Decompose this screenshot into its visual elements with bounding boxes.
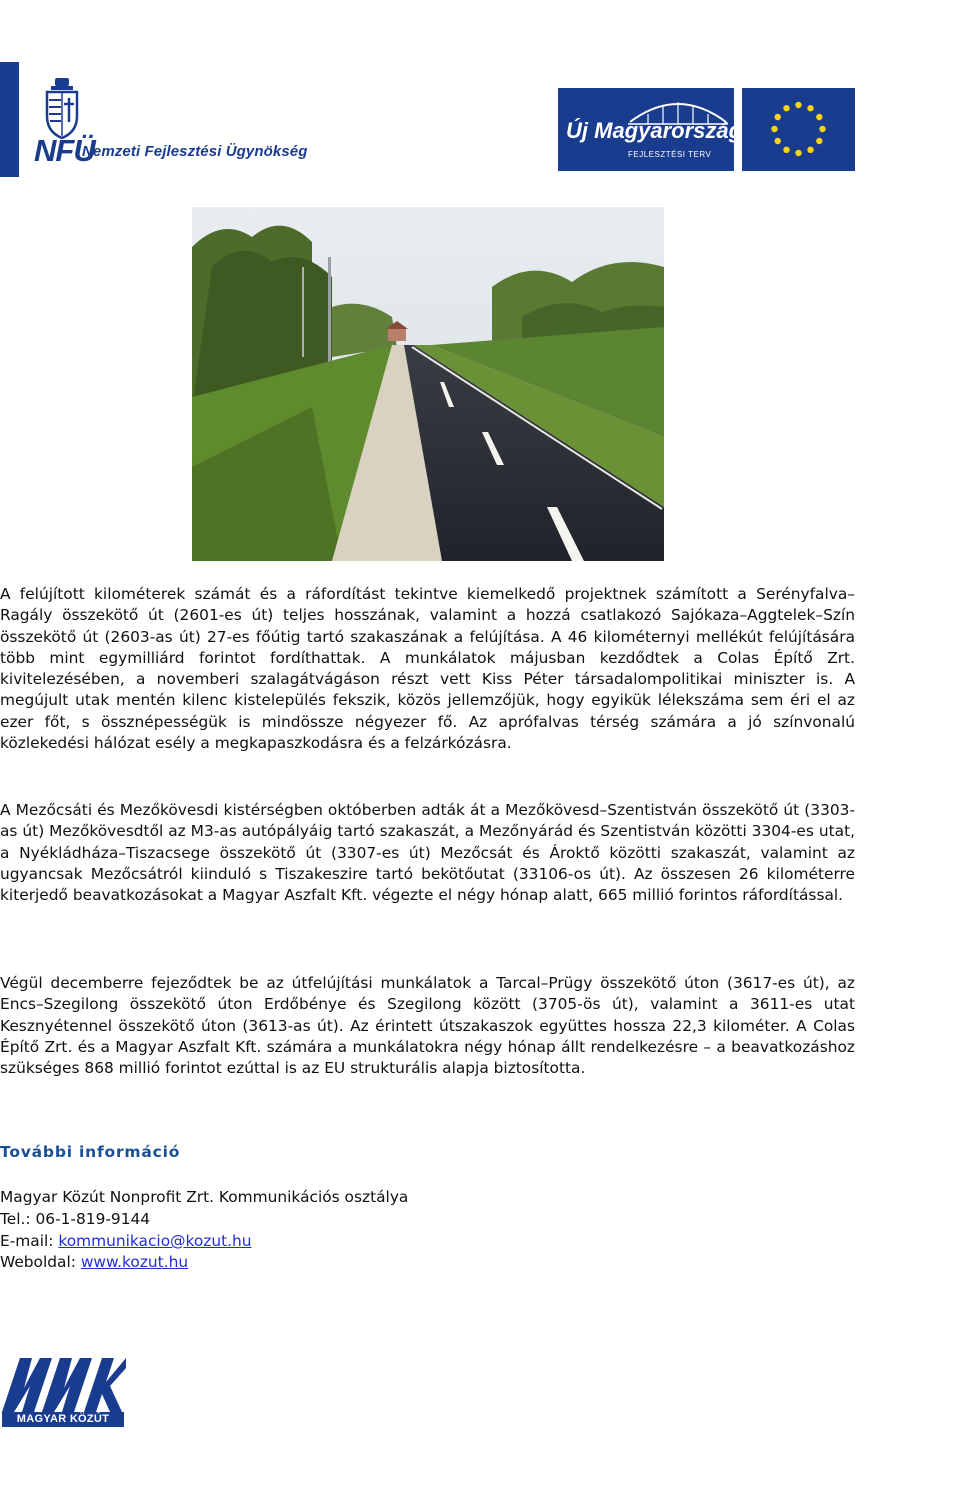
ujm-title: Új Magyarország (566, 118, 743, 143)
contact-web-line (0, 1252, 188, 1274)
email-link[interactable]: kommunikacio@kozut.hu (58, 1232, 252, 1250)
ujm-subtitle: FEJLESZTÉSI TERV (628, 150, 712, 159)
paragraph-2: A Mezőcsáti és Mezőkövesdi kistérségben októberben adták át a Mezőkövesd–Szentistván összekötő út (3303-as út) Mezőkövesdtől az M3-as autópályáig tartó szakaszát, a Mezőnyárád és Szentistván közötti 3304-es utat, a Nyékládháza–Tiszacsege összekötő út (3307-es út) Mezőcsát és Ároktő közötti szakaszát, valamint az ugyancsak Mezőcsátról kiinduló s Tiszakeszire tartó bekötőutat (33106-os út). Az összesen 26 kilométerre kiterjedő beavatkozásokat a Magyar Aszfalt Kft. végezte el négy hónap alatt, 665 millió forintos ráfordítással. (0, 801, 855, 905)
ujm-eu-logo (558, 88, 855, 171)
contact-email-line (0, 1231, 252, 1253)
contact-tel: Tel.: 06-1-819-9144 (0, 1210, 151, 1228)
left-accent-bar (0, 62, 19, 177)
eu-stars-icon (742, 88, 855, 171)
paragraph-1: A felújított kilométerek számát és a ráfordítást tekintve kiemelkedő projektnek számított a Serényfalva–Ragály összekötő út (2601-es út) teljes hosszának, valamint a hozzá csatlakozó Sajókaza–Aggtelek–Szín összekötő út (2603-as út) 27-es főútig tartó szakaszának a felújítása. A 46 kilométernyi mellékút felújítására több mint egymilliárd forintot fordíthattak. A munkálatok májusban kezdődtek a Colas Építő Zrt. kivitelezésében, a novemberi szalagátvágáson részt vett Kiss Péter társadalompolitikai miniszter is. A megújult utak mentén kilenc kistelepülés fekszik, közös jellemzőjük, hogy egyikük lélekszáma sem éri el az ezer főt, s össznépességük is mindössze négyezer fő. Az aprófalvas térség számára a jó színvonalú közlekedési hálózat esély a megkapaszkodásra és a felzárkózásra. (0, 585, 855, 753)
magyar-kozut-caption: MAGYAR KÖZÚT (2, 1412, 124, 1427)
road-photo (192, 207, 664, 561)
contact-org: Magyar Közút Nonprofit Zrt. Kommunikációs osztálya (0, 1188, 409, 1206)
magyar-kozut-logo-icon (2, 1358, 126, 1412)
hungarian-coat-of-arms-icon (43, 78, 81, 140)
web-label: Weboldal: (0, 1253, 81, 1271)
web-link[interactable]: www.kozut.hu (80, 1253, 189, 1271)
paragraph-3: Végül decemberre fejeződtek be az útfelújítási munkálatok a Tarcal–Prügy összekötő úton (3617-es út), az Encs–Szegilong összekötő úton Erdőbénye és Szegilong között (3705-ös út), valamint a 3611-es utat Kesznyétennel összekötő úton (3613-as út). Az érintett útszakaszok együttes hossza 22,3 kilométer. A Colas Építő Zrt. és a Magyar Aszfalt Kft. számára a munkálatokra négy hónap állt rendelkezésre – a beavatkozáshoz szükséges 868 millió forintot ezúttal is az EU strukturális alapja biztosította. (0, 974, 855, 1078)
further-info-heading: További információ (0, 1143, 181, 1161)
nfu-abbreviation: NFÜ (34, 133, 95, 168)
eu-flag (742, 88, 855, 171)
ujm-logo-panel (558, 88, 743, 171)
nfu-agency-name: Nemzeti Fejlesztési Ügynökség (82, 143, 308, 160)
email-label: E-mail: (0, 1232, 59, 1250)
